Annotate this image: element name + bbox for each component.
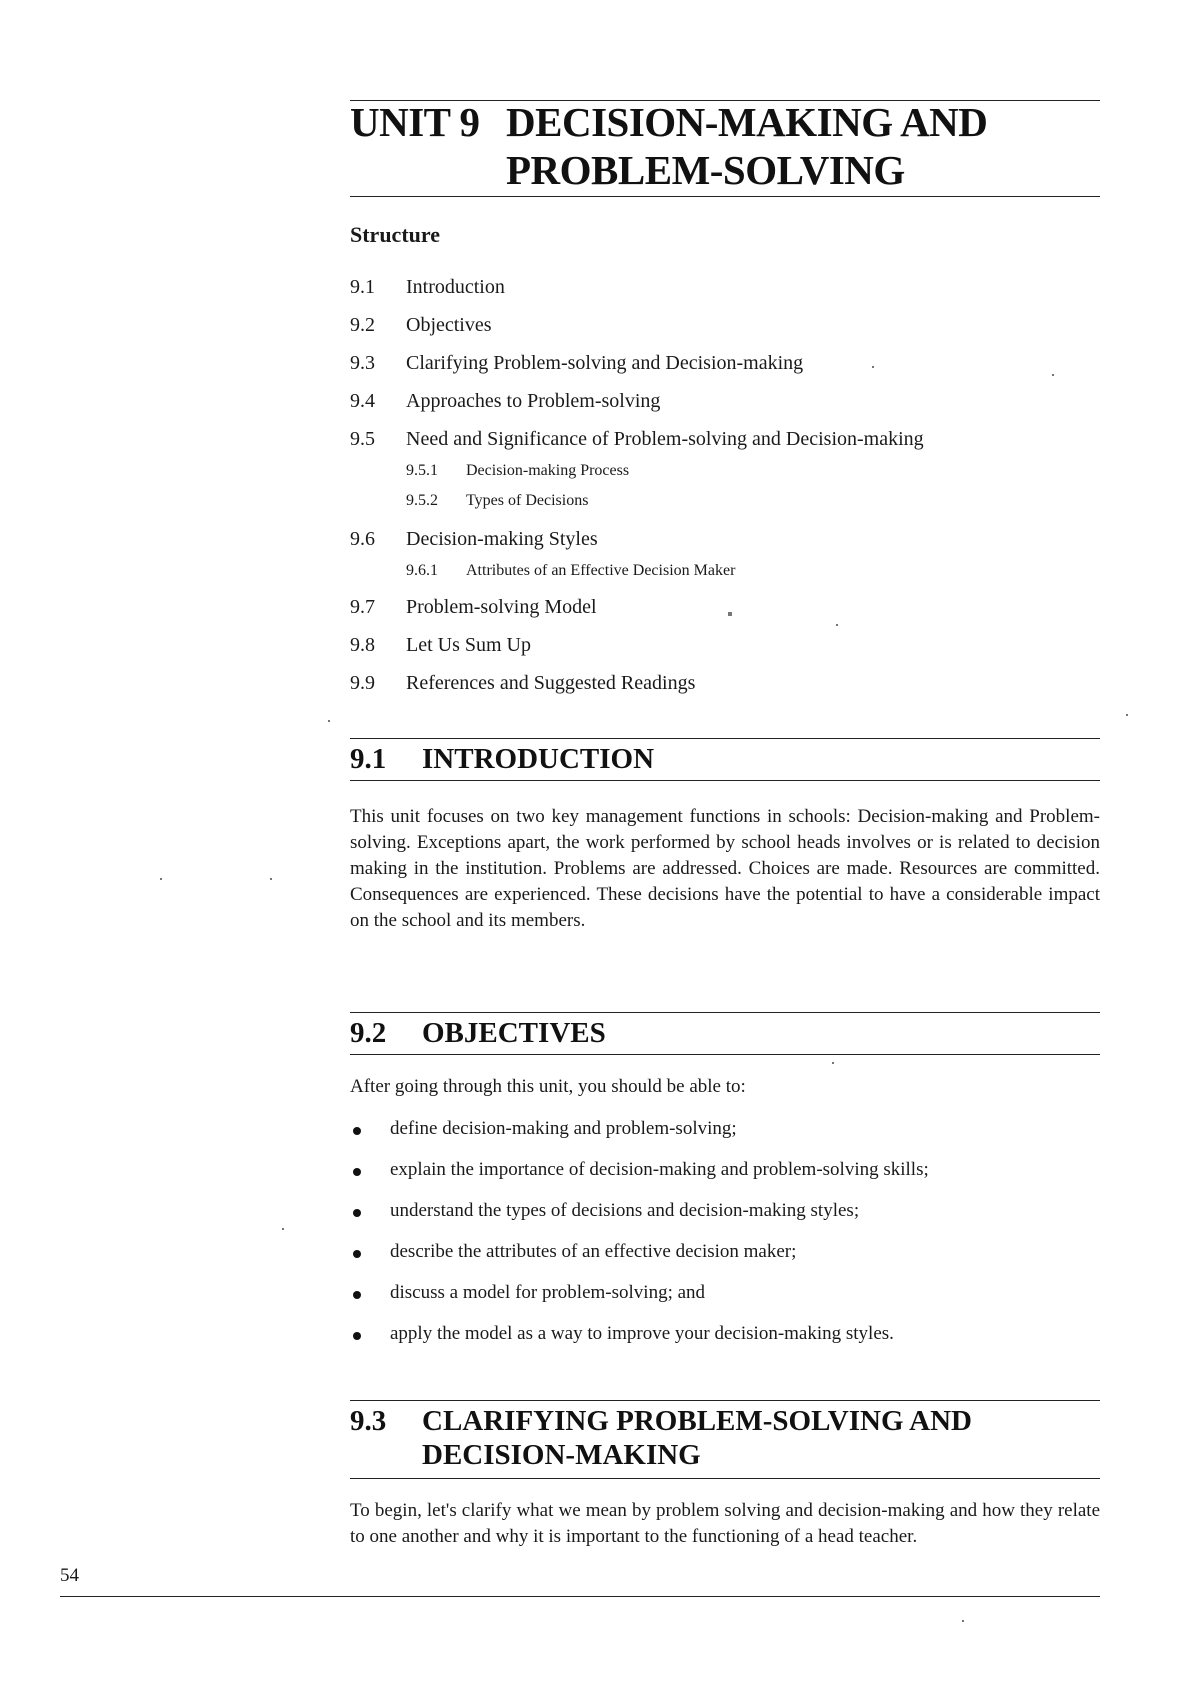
clarifying-paragraph: To begin, let's clarify what we mean by problem solving and decision-making and how they relate to one another and why it is important to the functioning of a head teacher. <box>350 1500 1100 1547</box>
scan-speck <box>328 720 330 722</box>
list-item-text: define decision-making and problem-solving; <box>390 1118 737 1139</box>
toc-label: Decision-making Process <box>466 462 630 479</box>
toc-label: Introduction <box>406 276 505 298</box>
scan-speck <box>1126 714 1128 716</box>
scan-speck <box>832 1062 834 1064</box>
scan-speck <box>282 1228 284 1230</box>
toc-label: Objectives <box>406 314 492 336</box>
scan-speck <box>1052 374 1054 376</box>
section-title: OBJECTIVES <box>422 1017 606 1049</box>
toc-number: 9.1 <box>350 276 375 298</box>
section-9-1-bottom-rule <box>350 780 1100 781</box>
list-item-text: understand the types of decisions and decision-making styles; <box>390 1200 860 1221</box>
section-9-3-top-rule <box>350 1400 1100 1401</box>
toc-label: Attributes of an Effective Decision Maker <box>466 562 736 579</box>
toc-number: 9.6.1 <box>406 562 438 579</box>
structure-heading: Structure <box>350 222 441 247</box>
scan-speck <box>270 878 272 880</box>
toc-label: Problem-solving Model <box>406 596 597 618</box>
section-title-line2: DECISION-MAKING <box>422 1439 701 1471</box>
toc-label: Decision-making Styles <box>406 528 598 550</box>
introduction-paragraph: This unit focuses on two key management functions in schools: Decision-making and Problem-solving. Exceptions apart, the work performed by school heads involves or is related to decision making in the institution. Problems are addressed. Choices are made. Resources are committed. Consequences are experienced. These decisions have the potential to have a considerable impact on the school and its members. <box>350 806 1100 931</box>
bullet-icon <box>353 1291 361 1299</box>
page-number: 54 <box>60 1565 79 1586</box>
unit-title-line2: PROBLEM-SOLVING <box>506 147 905 193</box>
section-title: INTRODUCTION <box>422 743 655 775</box>
bullet-icon <box>353 1209 361 1217</box>
section-title-line1: CLARIFYING PROBLEM-SOLVING AND <box>422 1405 972 1437</box>
toc-number: 9.9 <box>350 672 375 694</box>
list-item-text: apply the model as a way to improve your decision-making styles. <box>390 1323 894 1344</box>
section-9-3-bottom-rule <box>350 1478 1100 1479</box>
objectives-intro: After going through this unit, you should be able to: <box>350 1076 746 1097</box>
section-number: 9.3 <box>350 1405 387 1437</box>
toc-number: 9.5.2 <box>406 492 438 509</box>
section-9-2-top-rule <box>350 1012 1100 1013</box>
bullet-icon <box>353 1332 361 1340</box>
section-9-1-top-rule <box>350 738 1100 739</box>
bullet-icon <box>353 1127 361 1135</box>
toc-number: 9.4 <box>350 390 375 412</box>
toc-label: Clarifying Problem-solving and Decision-making <box>406 352 804 374</box>
toc-label: Approaches to Problem-solving <box>406 390 661 412</box>
section-9-2-bottom-rule <box>350 1054 1100 1055</box>
toc-number: 9.6 <box>350 528 375 550</box>
toc-label: Let Us Sum Up <box>406 634 531 656</box>
unit-number: UNIT 9 <box>350 99 480 145</box>
toc-number: 9.5 <box>350 428 375 450</box>
bullet-icon <box>353 1250 361 1258</box>
section-number: 9.2 <box>350 1017 387 1049</box>
list-item-text: describe the attributes of an effective decision maker; <box>390 1241 797 1262</box>
list-item-text: explain the importance of decision-making and problem-solving skills; <box>390 1159 929 1180</box>
toc-label: Need and Significance of Problem-solving and Decision-making <box>406 428 924 450</box>
section-number: 9.1 <box>350 743 387 775</box>
toc-number: 9.3 <box>350 352 375 374</box>
toc-label: References and Suggested Readings <box>406 672 696 694</box>
bullet-icon <box>353 1168 361 1176</box>
scan-speck <box>962 1620 964 1622</box>
toc-number: 9.5.1 <box>406 462 438 479</box>
unit-title-line1: DECISION-MAKING AND <box>506 99 988 145</box>
list-item-text: discuss a model for problem-solving; and <box>390 1282 706 1303</box>
toc-number: 9.7 <box>350 596 375 618</box>
footer-rule <box>60 1596 1100 1597</box>
toc-label: Types of Decisions <box>466 492 589 509</box>
scan-speck <box>160 878 162 880</box>
toc-number: 9.2 <box>350 314 375 336</box>
toc-number: 9.8 <box>350 634 375 656</box>
scan-speck <box>872 366 874 368</box>
scan-speck <box>836 624 838 626</box>
title-bottom-rule <box>350 196 1100 197</box>
scan-speck <box>728 612 732 616</box>
